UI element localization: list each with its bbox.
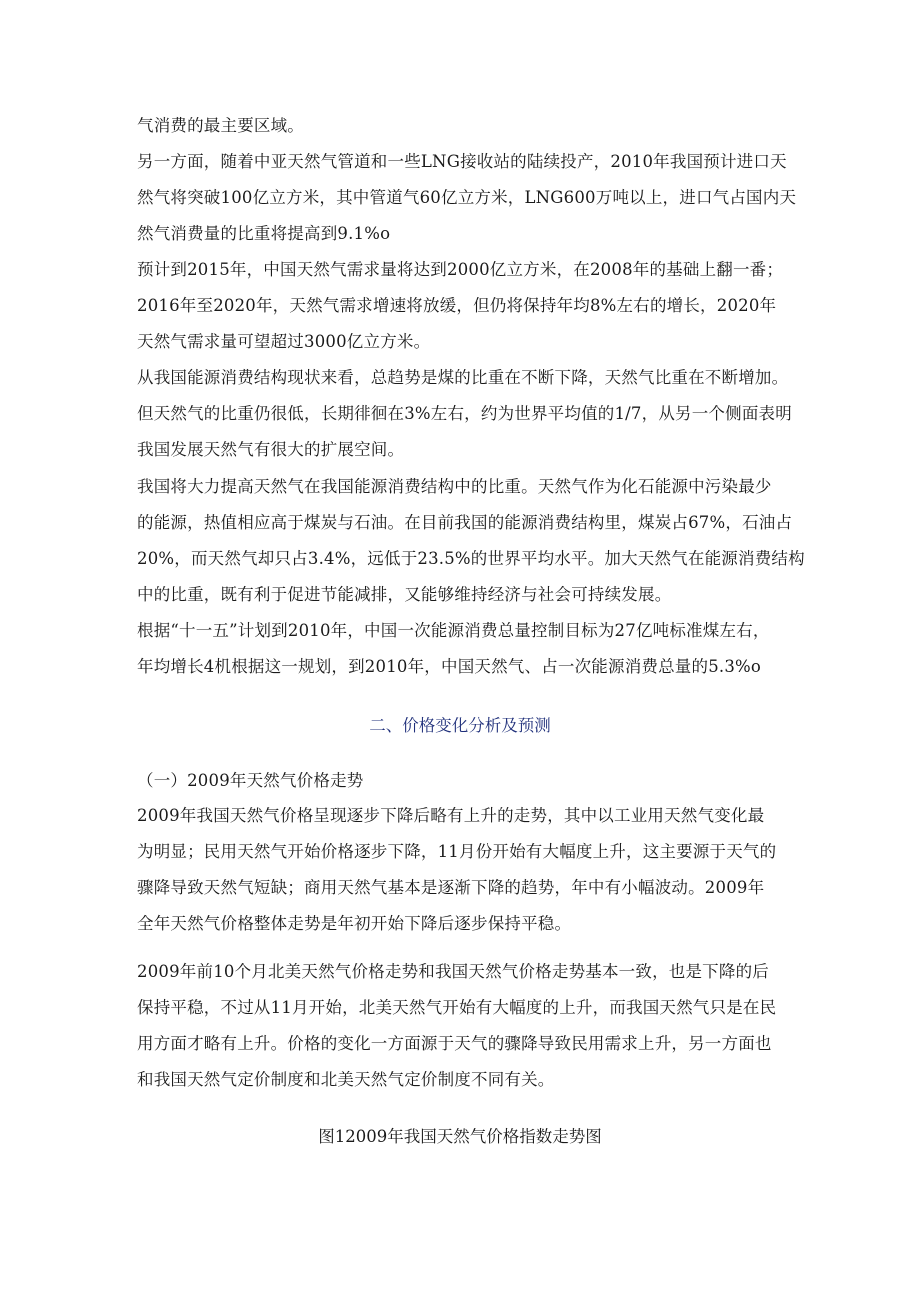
para2-line-3: 然气消费量的比重将提高到9.1%o [137, 224, 391, 243]
section-heading: 二、价格变化分析及预测 [369, 716, 551, 735]
para4-line-1: 从我国能源消费结构现状来看，总趋势是煤的比重在不断下降，天然气比重在不断增加。 [137, 368, 789, 387]
para5-line-4: 中的比重，既有利于促进节能减排，又能够维持经济与社会可持续发展。 [137, 585, 672, 604]
para3-line-1: 预计到2015年，中国天然气需求量将达到2000亿立方米，在2008年的基础上翻一番； [137, 260, 784, 279]
para5-line-3: 20%，而天然气却只占3.4%，远低于23.5%的世界平均水平。加大天然气在能源消费结构 [137, 549, 805, 568]
para2-line-1: 另一方面，随着中亚天然气管道和一些LNG接收站的陆续投产，2010年我国预计进口天 [137, 152, 787, 171]
para2-line-2: 然气将突破100亿立方米，其中管道气60亿立方米，LNG600万吨以上，进口气占国内天 [137, 188, 797, 207]
para6-line-1: 根据“十一五”计划到2010年，中国一次能源消费总量控制目标为27亿吨标准煤左右， [137, 621, 770, 640]
para7-line-2: 为明显；民用天然气开始价格逐步下降，11月份开始有大幅度上升，这主要源于天气的 [137, 842, 777, 861]
para6-line-2: 年均增长4机根据这一规划，到2010年，中国天然气、占一次能源消费总量的5.3%o [137, 657, 762, 676]
para7-line-4: 全年天然气价格整体走势是年初开始下降后逐步保持平稳。 [137, 914, 572, 933]
para5-line-2: 的能源，热值相应高于煤炭与石油。在目前我国的能源消费结构里，煤炭占67%，石油占 [137, 513, 793, 532]
para4-line-2: 但天然气的比重仍很低，长期徘徊在3%左右，约为世界平均值的1/7，从另一个侧面表明 [137, 404, 792, 423]
subsection-heading: （一）2009年天然气价格走势 [137, 771, 364, 790]
para1-line-1: 气消费的最主要区域。 [137, 116, 304, 135]
para3-line-2: 2016年至2020年，天然气需求增速将放缓，但仍将保持年均8%左右的增长，2020年 [137, 296, 777, 315]
para8-line-1: 2009年前10个月北美天然气价格走势和我国天然气价格走势基本一致，也是下降的后 [137, 962, 769, 981]
para7-line-3: 骤降导致天然气短缺；商用天然气基本是逐渐下降的趋势，年中有小幅波动。2009年 [137, 878, 765, 897]
figure-caption: 图12009年我国天然气价格指数走势图 [318, 1127, 602, 1146]
para5-line-1: 我国将大力提高天然气在我国能源消费结构中的比重。天然气作为化石能源中污染最少 [137, 477, 772, 496]
para7-line-1: 2009年我国天然气价格呈现逐步下降后略有上升的走势，其中以工业用天然气变化最 [137, 806, 765, 825]
para8-line-4: 和我国天然气定价制度和北美天然气定价制度不同有关。 [137, 1070, 555, 1089]
para4-line-3: 我国发展天然气有很大的扩展空间。 [137, 440, 405, 459]
para8-line-3: 用方面才略有上升。价格的变化一方面源于天气的骤降导致民用需求上升，另一方面也 [137, 1034, 772, 1053]
para8-line-2: 保持平稳，不过从11月开始，北美天然气开始有大幅度的上升，而我国天然气只是在民 [137, 998, 777, 1017]
para3-line-3: 天然气需求量可望超过3000亿立方米。 [137, 332, 431, 351]
